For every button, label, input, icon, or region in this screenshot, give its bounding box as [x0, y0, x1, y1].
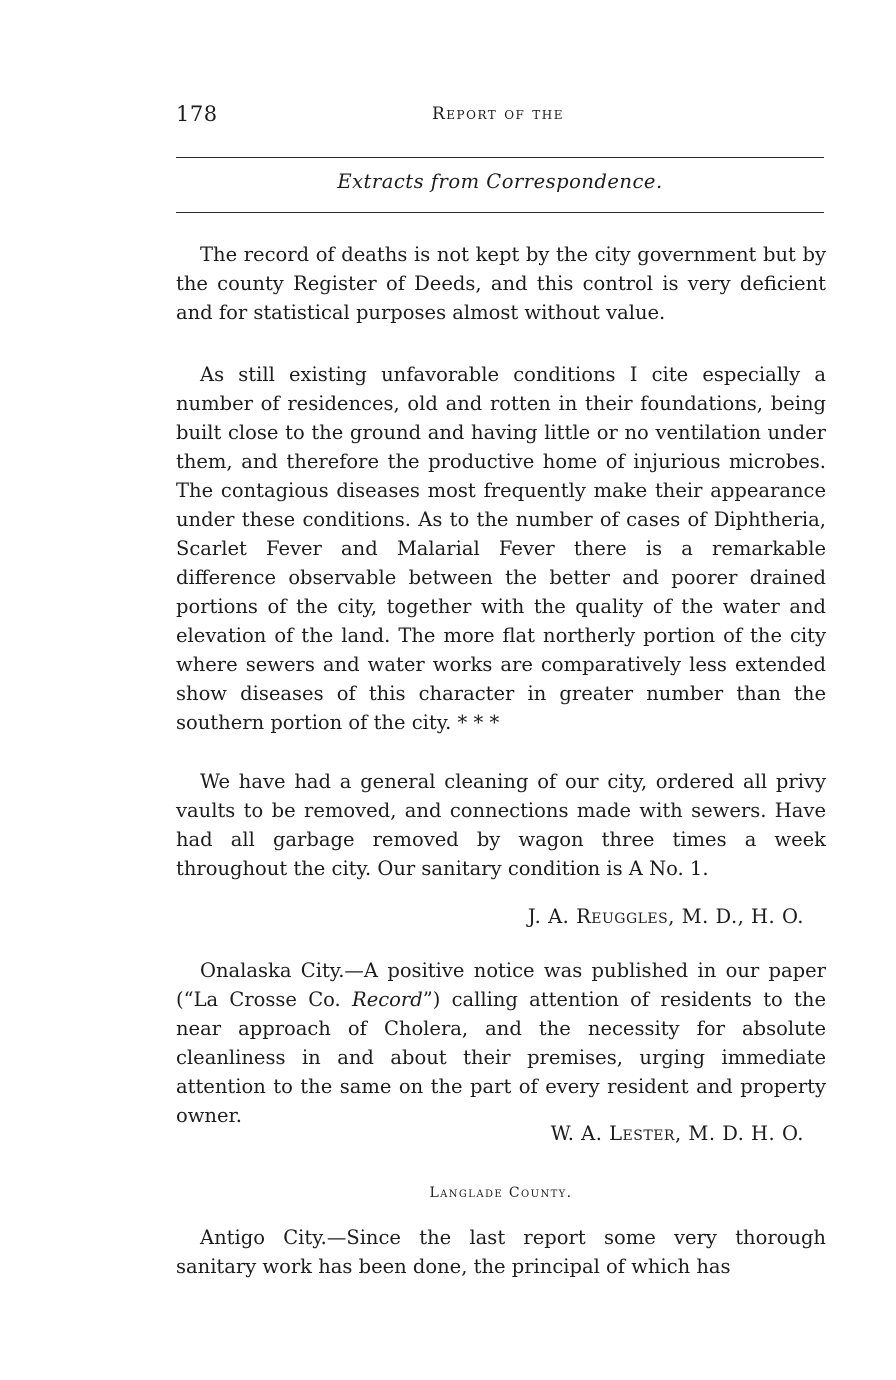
signature-surname: Reuggles	[576, 905, 669, 928]
newspaper-title: Record	[352, 988, 423, 1011]
running-head: Report of the	[432, 104, 564, 124]
county-heading: Langlade County.	[429, 1185, 573, 1201]
onalaska-text-end: ”) calling attention of residents to the near approach of Cholera, and the necessity for absolute cleanliness in and about their premises, urging immediate attention to the same on the part of every resident and property owner.	[176, 988, 826, 1127]
paragraph-onalaska-city	[176, 956, 826, 1130]
page-header	[176, 100, 820, 130]
paragraph-antigo-city: Antigo City.—Since the last report some very thorough sanitary work has been done, the principal of which has	[176, 1226, 826, 1278]
paragraph-unfavorable-conditions: As still existing unfavorable conditions I cite especially a number of residences, old and rotten in their foundations, being built close to the ground and having little or no ventilation under them, and therefore the productive home of injurious microbes. The contagious diseases most frequently make their appearance under these conditions. As to the number of cases of Diphtheria, Scarlet Fever and Malarial Fever there is a remarkable difference observable between the better and poorer drained portions of the city, together with the quality of the water and elevation of the land. The more flat northerly portion of the city where sewers and water works are comparatively less extended show diseases of this character in greater number than the southern portion of the city. * * *	[176, 363, 826, 734]
signature-titles: , M. D. H. O.	[674, 1122, 804, 1145]
onalaska-text-start: Onalaska City.—A positive notice was published in our paper (“La Crosse Co.	[176, 959, 826, 1011]
signature-surname: Lester	[609, 1122, 675, 1145]
paragraph-city-cleaning: We have had a general cleaning of our city, ordered all privy vaults to be removed, and connections made with sewers. Have had all garbage removed by wagon three times a week throughout the city. Our sanitary condition is A No. 1.	[176, 770, 826, 880]
signature-titles: , M. D., H. O.	[668, 905, 804, 928]
bottom-rule-divider	[176, 212, 824, 213]
top-rule-divider	[176, 157, 824, 158]
signature-lester	[551, 1122, 804, 1145]
signature-initials: J. A.	[527, 905, 570, 928]
signature-initials: W. A.	[550, 1122, 603, 1145]
paragraph-death-records: The record of deaths is not kept by the city government but by the county Register of Deeds, and this control is very deficient and for statistical purposes almost without value.	[176, 243, 826, 324]
signature-reuggles	[528, 905, 804, 928]
section-title: Extracts from Correspondence.	[337, 170, 663, 193]
page-number: 178	[176, 102, 218, 126]
